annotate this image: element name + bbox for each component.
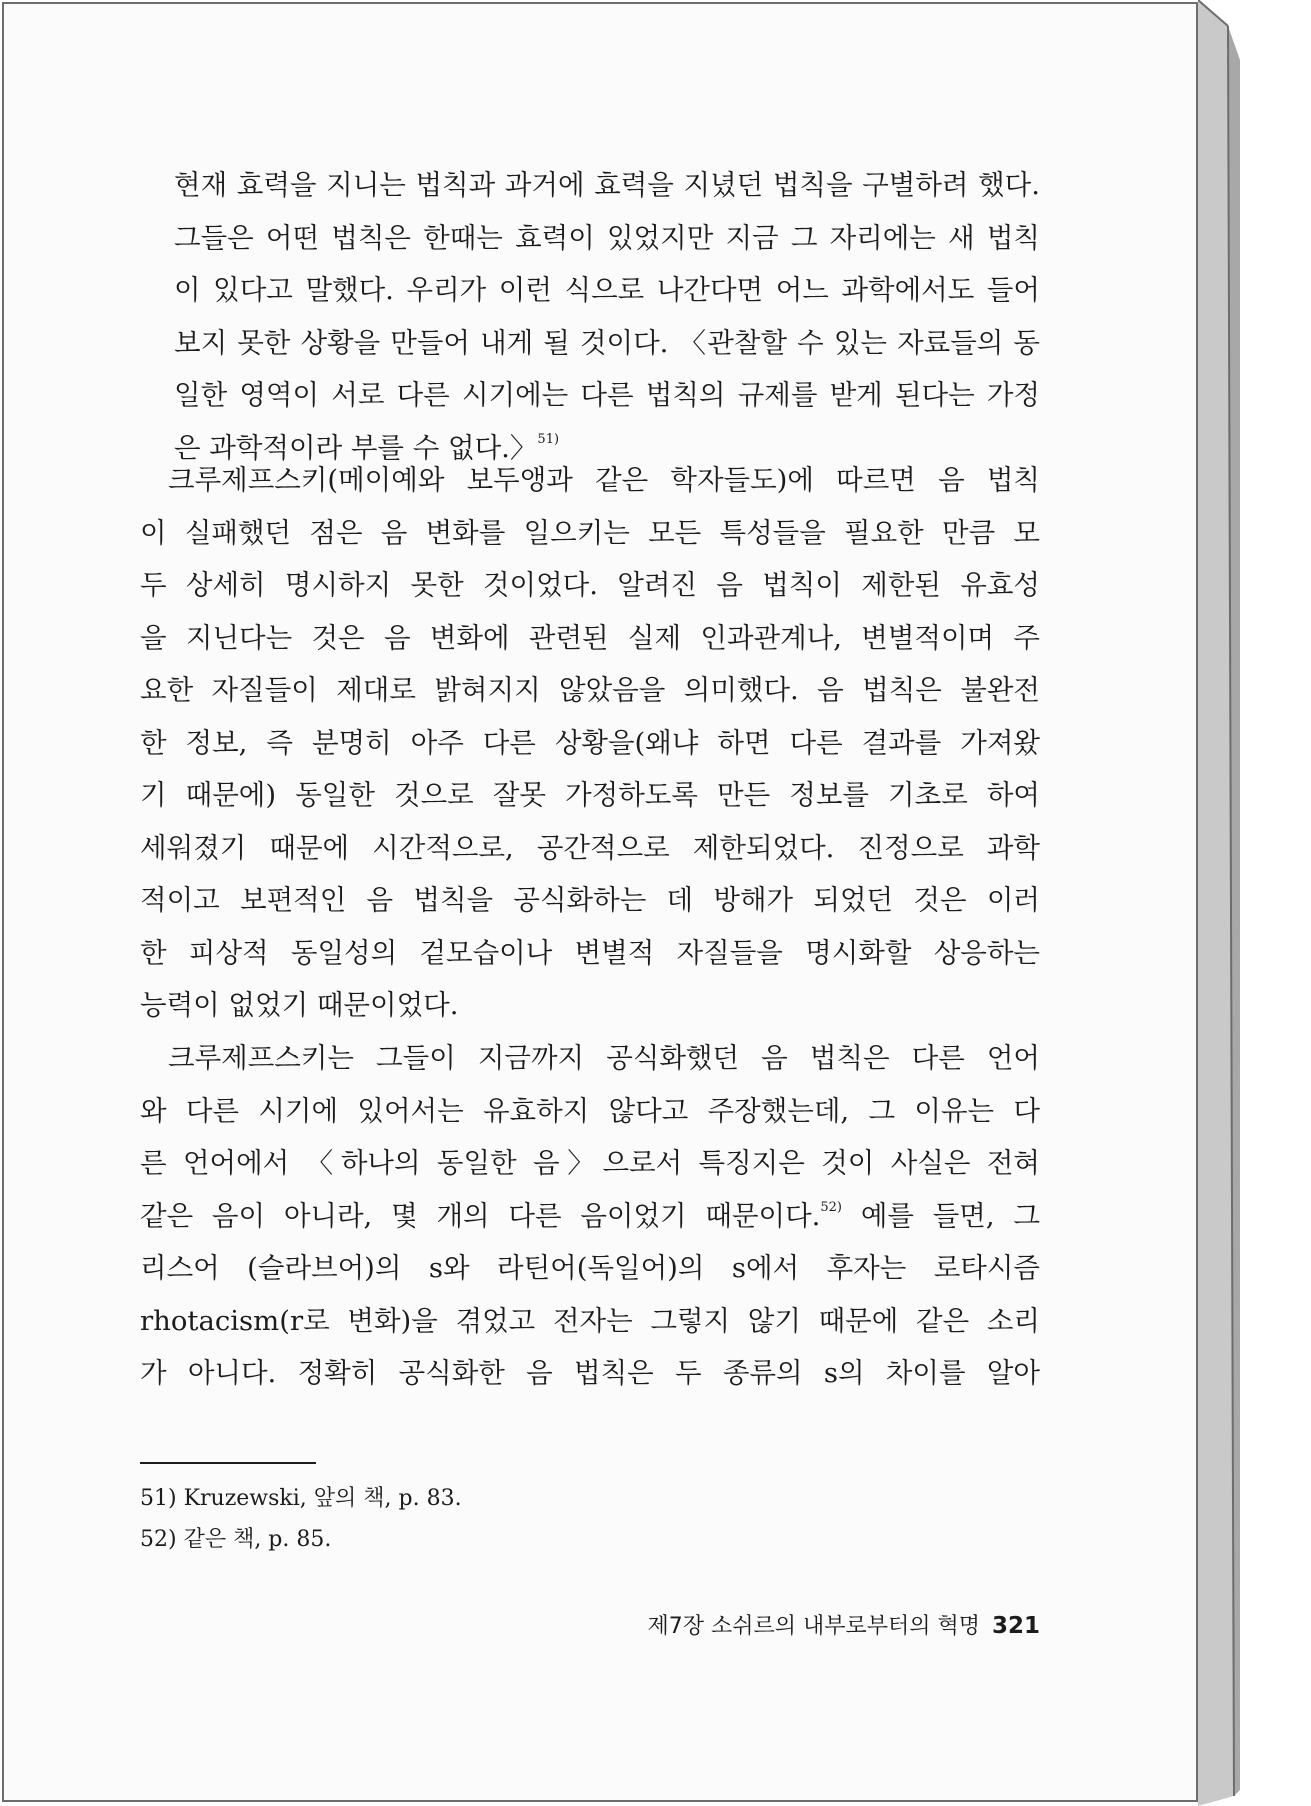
quote-line: 이 있다고 말했다. 우리가 이런 식으로 나간다면 어느 과학에서도 들어 (174, 274, 1040, 306)
paragraph-line: 기 때문에) 동일한 것으로 잘못 가정하도록 만든 정보를 기초로 하여 (140, 779, 1040, 811)
paragraph-line: 리스어 (슬라브어)의 s와 라틴어(독일어)의 s에서 후자는 로타시즘 (140, 1252, 1040, 1284)
footnote-divider (140, 1462, 316, 1464)
paragraph-line: 능력이 없었기 때문이었다. (140, 989, 459, 1021)
paragraph-line: 이 실패했던 점은 음 변화를 일으키는 모든 특성들을 필요한 만큼 모 (140, 516, 1040, 549)
quote-line: 일한 영역이 서로 다른 시기에는 다른 법칙의 규제를 받게 된다는 가정 (174, 379, 1040, 411)
paragraph-line: 크루제프스키는 그들이 지금까지 공식화했던 음 법칙은 다른 언어 (168, 1042, 1040, 1074)
paragraph-line: 가 아니다. 정확히 공식화한 음 법칙은 두 종류의 s의 차이를 알아 (140, 1357, 1040, 1389)
running-footer (647, 1609, 1040, 1640)
paragraph-line: 세워졌기 때문에 시간적으로, 공간적으로 제한되었다. 진정으로 과학 (140, 831, 1040, 864)
quote-line: 현재 효력을 지니는 법칙과 과거에 효력을 지녔던 법칙을 구별하려 했다. (174, 169, 1040, 201)
footnote-ref-51: 51) (537, 431, 560, 447)
paragraph-line: 한 피상적 동일성의 겉모습이나 변별적 자질들을 명시화할 상응하는 (140, 936, 1040, 969)
chapter-title: 제7장 소쉬르의 내부로부터의 혁명 (647, 1614, 980, 1639)
paragraph-line: 요한 자질들이 제대로 밝혀지지 않았음을 의미했다. 음 법칙은 불완전 (140, 674, 1040, 706)
paragraph-line: 한 정보, 즉 분명히 아주 다른 상황을(왜냐 하면 다른 결과를 가져왔 (140, 726, 1040, 759)
footnote-52: 52) 같은 책, p. 85. (140, 1527, 332, 1552)
paragraph-line: 른 언어에서 〈하나의 동일한 음〉으로서 특징지은 것이 사실은 전혀 (140, 1147, 1040, 1179)
book-page (2, 2, 1198, 1802)
block-quote (174, 159, 1040, 474)
page-edge-shadow (1198, 0, 1240, 1806)
quote-line: 보지 못한 상황을 만들어 내게 될 것이다. 〈관찰할 수 있는 자료들의 동 (174, 326, 1040, 359)
paragraph-line: 을 지닌다는 것은 음 변화에 관련된 실제 인과관계나, 변별적이며 주 (140, 621, 1040, 654)
page-number: 321 (991, 1613, 1040, 1639)
paragraph-line: 크루제프스키(메이예와 보두앵과 같은 학자들도)에 따르면 음 법칙 (168, 464, 1040, 496)
footnotes (140, 1478, 1040, 1560)
paragraph-line-with-footnote (140, 1190, 1040, 1243)
paragraph-line: 두 상세히 명시하지 못한 것이었다. 알려진 음 법칙이 제한된 유효성 (140, 569, 1040, 601)
paragraph-line-tail: 예를 들면, 그 (842, 1199, 1040, 1232)
paragraph-line: 적이고 보편적인 음 법칙을 공식화하는 데 방해가 되었던 것은 이러 (140, 884, 1040, 916)
paragraph-line: 와 다른 시기에 있어서는 유효하지 않다고 주장했는데, 그 이유는 다 (140, 1094, 1040, 1127)
paragraph-1 (140, 454, 1040, 1032)
paragraph-2 (140, 1032, 1040, 1400)
footnote-ref-52: 52) (820, 1199, 843, 1215)
paragraph-line: 같은 음이 아니라, 몇 개의 다른 음이었기 때문이다. (140, 1199, 821, 1232)
quote-line: 은 과학적이라 부를 수 없다.〉 (174, 431, 538, 464)
paragraph-line: rhotacism(r로 변화)을 겪었고 전자는 그렇지 않기 때문에 같은 소리 (140, 1304, 1040, 1337)
quote-line: 그들은 어떤 법칙은 한때는 효력이 있었지만 지금 그 자리에는 새 법칙 (174, 221, 1040, 254)
footnote-51: 51) Kruzewski, 앞의 책, p. 83. (140, 1486, 462, 1511)
